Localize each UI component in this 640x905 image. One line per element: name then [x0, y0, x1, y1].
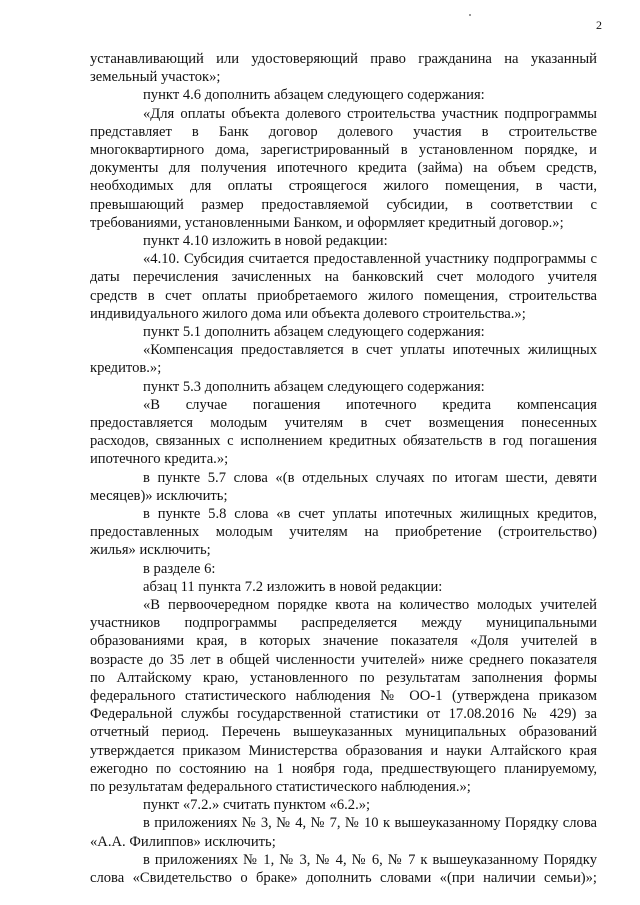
text-line: представляет в Банк договор долевого участия в строительстве	[90, 123, 597, 140]
text-line: слова «Свидетельство о браке» дополнить словами «(при наличии семьи)»;	[90, 870, 597, 886]
text-line: предоставляется молодым учителям в счет возмещения понесенных	[90, 415, 597, 431]
text-line: «4.10. Субсидия считается предоставленной участнику подпрограммы с	[143, 251, 597, 268]
text-line: предоставленных молодым учителям на приобретение (строительство)	[90, 524, 597, 541]
text-line: возрасте до 35 лет в общей численности учителей» ниже среднего показателя	[90, 651, 597, 668]
text-line: пункт 4.10 изложить в новой редакции:	[143, 233, 388, 249]
text-line: превышающий размер предоставляемой субсидии, в соответствии с	[90, 196, 597, 213]
text-line: даты перечисления зачисленных на банковский счет молодого учителя	[90, 269, 597, 286]
text-line: в приложениях № 3, № 4, № 7, № 10 к вышеуказанному Порядку слова	[143, 815, 597, 832]
text-line: пункт «7.2.» считать пунктом «6.2.»;	[143, 797, 371, 814]
text-line: «В случае погашения ипотечного кредита компенсация	[143, 396, 597, 413]
text-line: месяцев)» исключить;	[90, 487, 228, 504]
text-line: средств в счет оплаты приобретаемого жилого помещения, строительства	[90, 287, 597, 304]
text-line: по Алтайскому краю, установленного по результатам заполнения формы	[90, 669, 597, 686]
page-number: 2	[596, 18, 602, 32]
text-line: «В первоочередном порядке квота на количество молодых учителей	[143, 597, 597, 613]
text-line: образованиями края, в которых значение показателя «Доля учителей в	[90, 633, 597, 650]
text-line: отчетный период. Перечень вышеуказанных муниципальных образований	[90, 724, 597, 741]
text-line: Федеральной службы государственной статистики от 17.08.2016 № 429) за	[90, 706, 597, 723]
text-line: индивидуального жилого дома или объекта долевого строительства.»;	[90, 305, 526, 322]
text-line: жилья» исключить;	[90, 542, 211, 559]
text-line: требованиями, установленными Банком, и оформляет кредитный договор.»;	[90, 214, 564, 231]
text-line: «А.А. Филиппов» исключить;	[90, 833, 276, 850]
text-line: «Для оплаты объекта долевого строительства участник подпрограммы	[143, 105, 597, 122]
text-line: ежегодно по состоянию на 1 ноября года, предшествующего планируемому,	[90, 760, 597, 777]
text-line: документы для получения ипотечного кредита (займа) на объем средств,	[90, 160, 597, 177]
text-line: по результатам федерального статистического наблюдения.»;	[90, 779, 471, 795]
text-line: пункт 4.6 дополнить абзацем следующего содержания:	[143, 87, 485, 104]
text-line: абзац 11 пункта 7.2 изложить в новой редакции:	[143, 578, 443, 595]
text-line: ипотечного кредита.»;	[90, 451, 229, 468]
text-line: в пункте 5.7 слова «(в отдельных случаях по итогам шести, девяти	[143, 469, 597, 486]
text-line: необходимых для оплаты строящегося жилого помещения, в части,	[90, 178, 597, 195]
text-line: федерального статистического наблюдения № ОО-1 (утверждена приказом	[90, 688, 597, 704]
text-line: пункт 5.1 дополнить абзацем следующего содержания:	[143, 324, 485, 340]
text-line: земельный участок»;	[90, 69, 221, 86]
text-line: утверждается приказом Министерства образования и науки Алтайского края	[90, 742, 597, 759]
text-line: в пункте 5.8 слова «в счет уплаты ипотечных жилищных кредитов,	[143, 506, 597, 522]
text-line: кредитов.»;	[90, 360, 162, 377]
text-line: многоквартирного дома, зарегистрированный в установленном порядке, и	[90, 142, 597, 158]
text-line: участников подпрограммы распределяется между муниципальными	[90, 615, 597, 632]
text-line: «Компенсация предоставляется в счет уплаты ипотечных жилищных	[143, 342, 597, 359]
text-line: устанавливающий или удостоверяющий право гражданина на указанный	[90, 51, 597, 67]
text-line: в разделе 6:	[143, 560, 216, 577]
scan-speck	[469, 14, 471, 16]
text-line: пункт 5.3 дополнить абзацем следующего содержания:	[143, 378, 485, 395]
text-line: в приложениях № 1, № 3, № 4, № 6, № 7 к вышеуказанному Порядку	[143, 851, 597, 868]
text-line: расходов, связанных с исполнением кредитных обязательств в год погашения	[90, 433, 597, 450]
